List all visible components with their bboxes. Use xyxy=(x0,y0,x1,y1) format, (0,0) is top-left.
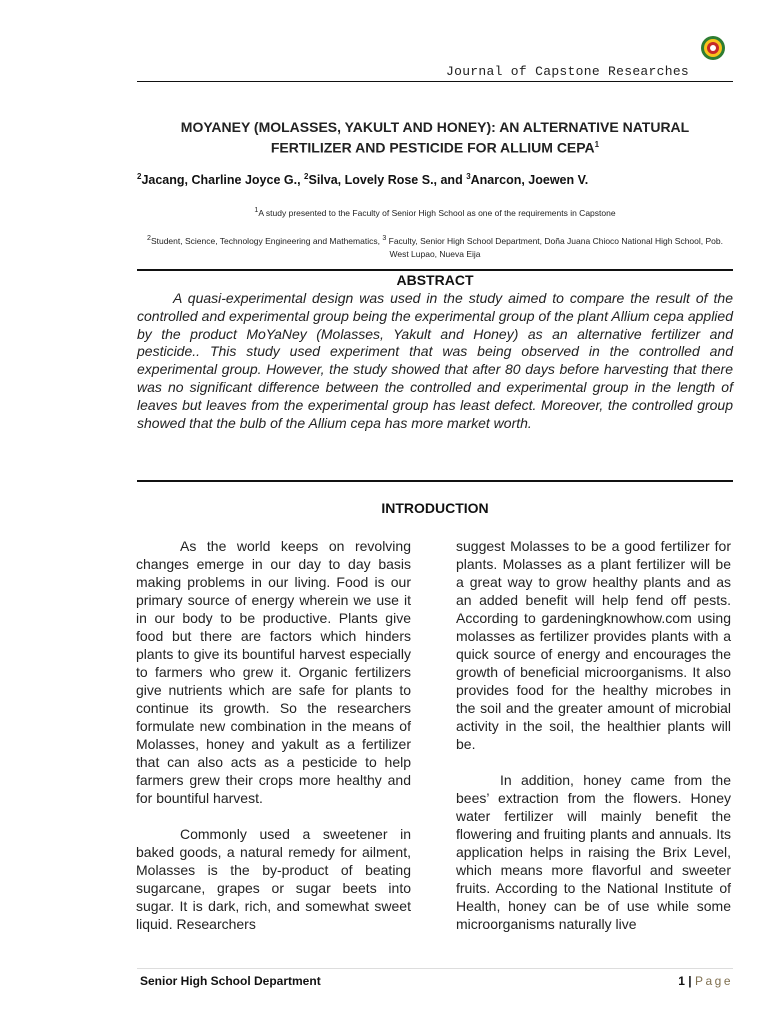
header-rule xyxy=(137,81,733,82)
title-footnote-mark: 1 xyxy=(594,140,600,149)
page-indicator xyxy=(660,974,733,988)
footnote-3-text: Faculty, Senior High School Department, Doña Juana Chioco National High School, Pob. West Lupao, Nueva Eija xyxy=(386,235,723,259)
footnote-3-mark: 3 xyxy=(382,234,387,242)
title-line-1: MOYANEY (MOLASSES, YAKULT AND HONEY): AN ALTERNATIVE NATURAL xyxy=(180,119,690,135)
abstract-heading: ABSTRACT xyxy=(396,272,474,288)
author-3-mark: 3 xyxy=(466,172,471,181)
page-label: Page xyxy=(694,974,733,988)
page-number: 1 xyxy=(678,974,685,988)
paper-title xyxy=(140,118,730,157)
author-2: Silva, Lovely Rose S., and xyxy=(308,173,467,188)
author-1: Jacang, Charline Joyce G., xyxy=(141,173,305,188)
abstract-text: A quasi-experimental design was used in the study aimed to compare the result of the controlled and experimental group being the experimental group of the plant Allium cepa applied by the product MoYaNey (Molasses, Yakult and Honey) as an alternative fertilizer and pesticide.. This study used experiment that was being observed in the controlled and experimental group. However, the study showed that after 80 days before harvesting that there was no significant difference between the controlled and experimental group in the length of leaves but leaves from the experimental group has least defect. Moreover, the controlled group showed that the bulb of the Allium cepa has more market worth. xyxy=(137,290,733,431)
footnote-2-mark: 2 xyxy=(147,234,151,242)
page-separator: | xyxy=(688,974,692,988)
author-2-mark: 2 xyxy=(304,172,309,181)
title-line-2 xyxy=(140,136,730,157)
author-list xyxy=(137,172,588,187)
footnote-affiliations xyxy=(137,232,733,261)
left-column xyxy=(136,537,411,951)
footnote-study xyxy=(137,206,733,218)
paragraph: suggest Molasses to be a good fertilizer for plants. Molasses as a plant fertilizer will be a great way to grow healthy plants and as an added benefit will help fend off pests. According to gardeningknowhow.com using molasses as fertilizer provides plants with a quick source of energy and encourages the growth of beneficial microorganisms. It also provides food for the healthy microbes in the soil and the greater amount of microbial activity in the soil, the healthier plants will be. xyxy=(456,538,731,752)
right-column xyxy=(456,537,731,951)
introduction-heading: INTRODUCTION xyxy=(381,500,489,516)
journal-name: Journal of Capstone Researches xyxy=(446,64,690,79)
footnote-1-text: A study presented to the Faculty of Senior High School as one of the requirements in Capstone xyxy=(258,207,616,218)
footer-department: Senior High School Department xyxy=(140,974,321,988)
paragraph: As the world keeps on revolving changes emerge in our day to day basis making problems in our living. Food is our primary source of energy wherein we use it in our body to be productive. Plants give food but there are factors which hinders plants to give its bountiful harvest especially to farmers who grew it. Organic fertilizers give nutrients which are safe for plants to continue its growth. So the researchers formulate new combination in the means of Molasses, honey and yakult as a fertilizer that can also acts as a pesticide to help farmers grew their crops more healthy and for bountiful harvest. xyxy=(136,538,411,806)
author-3: Anarcon, Joewen V. xyxy=(470,173,589,188)
abstract-bottom-rule xyxy=(137,480,733,482)
footnote-1-mark: 1 xyxy=(254,206,259,214)
title-line-2-text: FERTILIZER AND PESTICIDE FOR ALLIUM CEPA xyxy=(270,139,595,156)
abstract-top-rule xyxy=(137,269,733,271)
school-seal-icon xyxy=(700,35,726,61)
paragraph: Commonly used a sweetener in baked goods, a natural remedy for ailment, Molasses is the by-product of beating sugarcane, grapes or sugar beets into sugar. It is dark, rich, and somewhat sweet liquid. Researchers xyxy=(136,826,411,932)
paragraph: In addition, honey came from the bees’ extraction from the flowers. Honey water fertilizer will mainly benefit the flowering and fruiting plants and annuals. Its application helps in raising the Brix Level, which means more flavorful and sweeter fruits. According to the National Institute of Health, honey can be of use while some microorganisms naturally live xyxy=(456,772,731,932)
footer-rule xyxy=(137,968,733,969)
author-1-mark: 2 xyxy=(137,172,142,181)
footnote-2-text: Student, Science, Technology Engineering and Mathematics, xyxy=(150,235,383,246)
